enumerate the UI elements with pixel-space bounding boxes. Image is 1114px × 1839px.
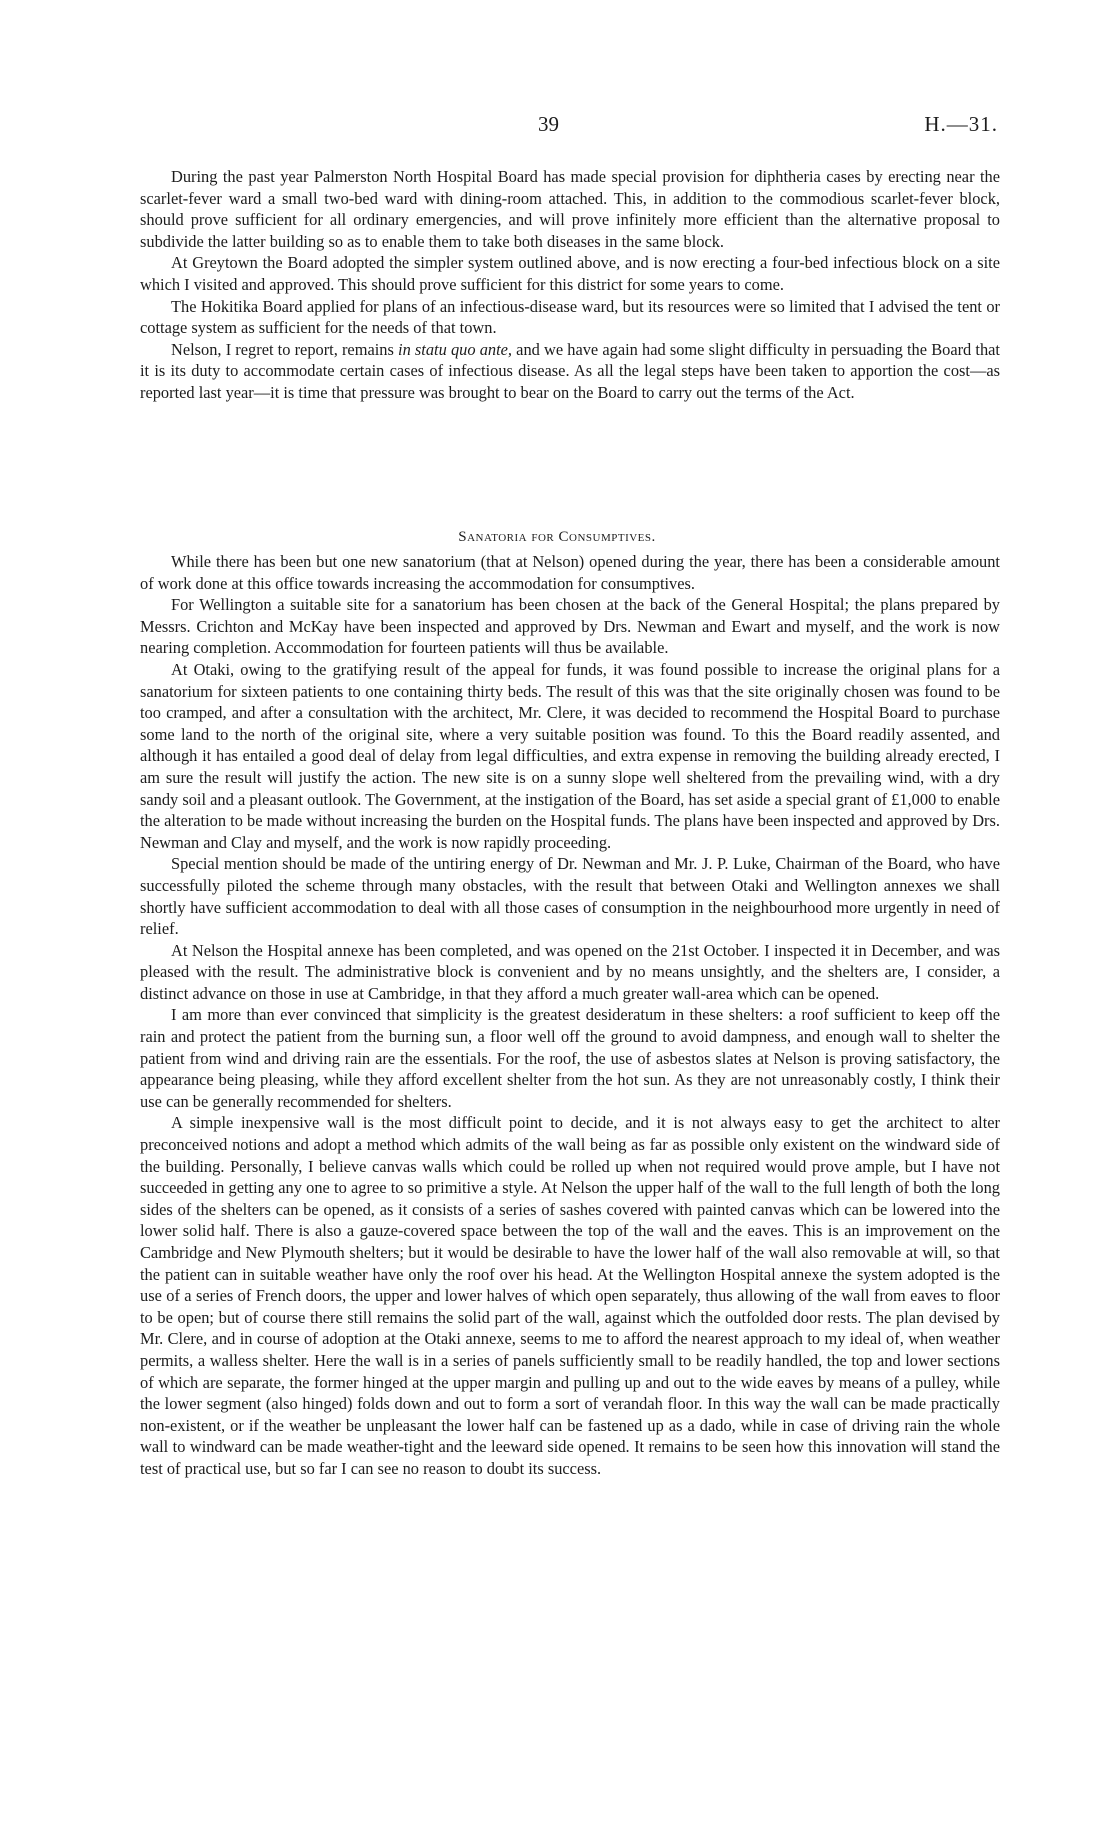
paragraph-otaki: At Otaki, owing to the gratifying result of the appeal for funds, it was found possible to increase the original plans for a sanatorium for sixteen patients to one containing thirty beds. The result of this was that the site originally chosen was found to be too cramped, and after a consultation with the architect, Mr. Clere, it was decided to recommend the Hospital Board to purchase some land to the north of the original site, where a very suitable position was found. To this the Board readily assented, and although it has entailed a good deal of delay from legal difficulties, and extra expense in removing the building already erected, I am sure the result will justify the action. The new site is on a sunny slope well sheltered from the prevailing wind, with a dry sandy soil and a pleasant outlook. The Government, at the instigation of the Board, has set aside a special grant of £1,000 to enable the alteration to be made without increasing the burden on the Hospital funds. The plans have been inspected and approved by Drs. Newman and Clay and myself, and the work is now rapidly proceeding. [140,659,1000,852]
document-reference: H.—31. [924,112,998,136]
sanatoria-section [140,551,1000,1480]
paragraph-palmerston-north: During the past year Palmerston North Hospital Board has made special provision for diphtheria cases by erecting near the scarlet-fever ward a small two-bed ward with dining-room attached. This, in addition to the commodious scarlet-fever block, should prove sufficient for all ordinary emergencies, and will prove infinitely more efficient than the alternative proposal to subdivide the latter building so as to enable them to take both diseases in the same block. [140,167,1000,251]
nelson-italic-phrase: in statu quo ante, [398,339,513,359]
section-heading: Sanatoria for Consumptives. [458,529,656,545]
paragraph-walls: A simple inexpensive wall is the most difficult point to decide, and it is not always easy to get the architect to alter preconceived notions and adopt a method which admits of the wall being as far as possible only existent on the windward side of the building. Personally, I believe canvas walls which could be rolled up when not required would prove ample, but I have not succeeded in getting any one to agree to so primitive a style. At Nelson the upper half of the wall to the full length of both the long sides of the shelters can be opened, as it consists of a series of sashes covered with painted canvas which can be lowered into the lower solid half. There is also a gauze-covered space between the top of the wall and the eaves. This is an improvement on the Cambridge and New Plymouth shelters; but it would be desirable to have the lower half of the wall also removable at will, so that the patient can in suitable weather have only the roof over his head. At the Wellington Hospital annexe the system adopted is the use of a series of French doors, the upper and lower halves of which open separately, thus allowing of the wall from eaves to floor to be open; but of course there still remains the solid part of the wall, against which the outfolded door rests. The plan devised by Mr. Clere, and in course of adoption at the Otaki annexe, seems to me to afford the nearest approach to my ideal of, when weather permits, a walless shelter. Here the wall is in a series of panels sufficiently small to be readily handled, the top and lower sections of which are separate, the former hinged at the upper margin and pulling up and out to the wide eaves by means of a pulley, while the lower segment (also hinged) folds down and out to form a sort of verandah floor. In this way the wall can be made practically non-existent, or if the weather be unpleasant the lower half can be fastened up as a dado, while in case of driving rain the whole wall to windward can be made weather-tight and the leeward side opened. It remains to be seen how this innovation will stand the test of practical use, but so far I can see no reason to doubt its success. [140,1113,1000,1478]
paragraph-wellington: For Wellington a suitable site for a sanatorium has been chosen at the back of the General Hospital; the plans prepared by Messrs. Crichton and McKay have been inspected and approved by Drs. Newman and Ewart and myself, and the work is now nearing completion. Accommodation for fourteen patients will thus be available. [140,595,1000,658]
nelson-text-start: Nelson, I regret to report, remains [171,339,399,359]
infectious-diseases-section [140,166,1000,404]
paragraph-simplicity: I am more than ever convinced that simplicity is the greatest desideratum in these shelters: a roof sufficient to keep off the rain and protect the patient from the burning sun, a floor well off the ground to avoid dampness, and enough wall to shelter the patient from wind and driving rain are the essentials. For the roof, the use of asbestos slates at Nelson is proving satisfactory, the appearance being pleasing, while they afford excellent shelter from the hot sun. As they are not unreasonably costly, I think their use can be generally recommended for shelters. [140,1005,1000,1111]
paragraph-hokitika: The Hokitika Board applied for plans of an infectious-disease ward, but its resources were so limited that I advised the tent or cottage system as sufficient for the needs of that town. [140,296,1000,338]
paragraph-nelson [140,339,1000,404]
paragraph-greytown: At Greytown the Board adopted the simpler system outlined above, and is now erecting a four-bed infectious block on a site which I visited and approved. This should prove sufficient for this district for some years to come. [140,253,1000,294]
page-number: 39 [538,112,559,136]
nelson-text-end: and we have again had some slight difficulty in persuading the Board that it is its duty to accommodate certain cases of infectious disease. As all the legal steps have been taken to apportion the cost—as reported last year—it is time that pressure was brought to bear on the Board to carry out the terms of the Act. [140,339,1000,402]
paragraph-nelson-annexe: At Nelson the Hospital annexe has been completed, and was opened on the 21st October. I inspected it in December, and was pleased with the result. The administrative block is convenient and by no means unsightly, and the shelters are, I consider, a distinct advance on those in use at Cambridge, in that they afford a much greater wall-area which can be opened. [140,940,1000,1003]
page-header [0,112,1114,142]
paragraph-special-mention: Special mention should be made of the untiring energy of Dr. Newman and Mr. J. P. Luke, Chairman of the Board, who have successfully piloted the scheme through many obstacles, with the result that between Otaki and Wellington annexes we shall shortly have sufficient accommodation to deal with all those cases of consumption in the neighbourhood more urgently in need of relief. [140,854,1000,939]
paragraph-overview: While there has been but one new sanatorium (that at Nelson) opened during the year, there has been a considerable amount of work done at this office towards increasing the accommodation for consumptives. [140,552,1000,593]
